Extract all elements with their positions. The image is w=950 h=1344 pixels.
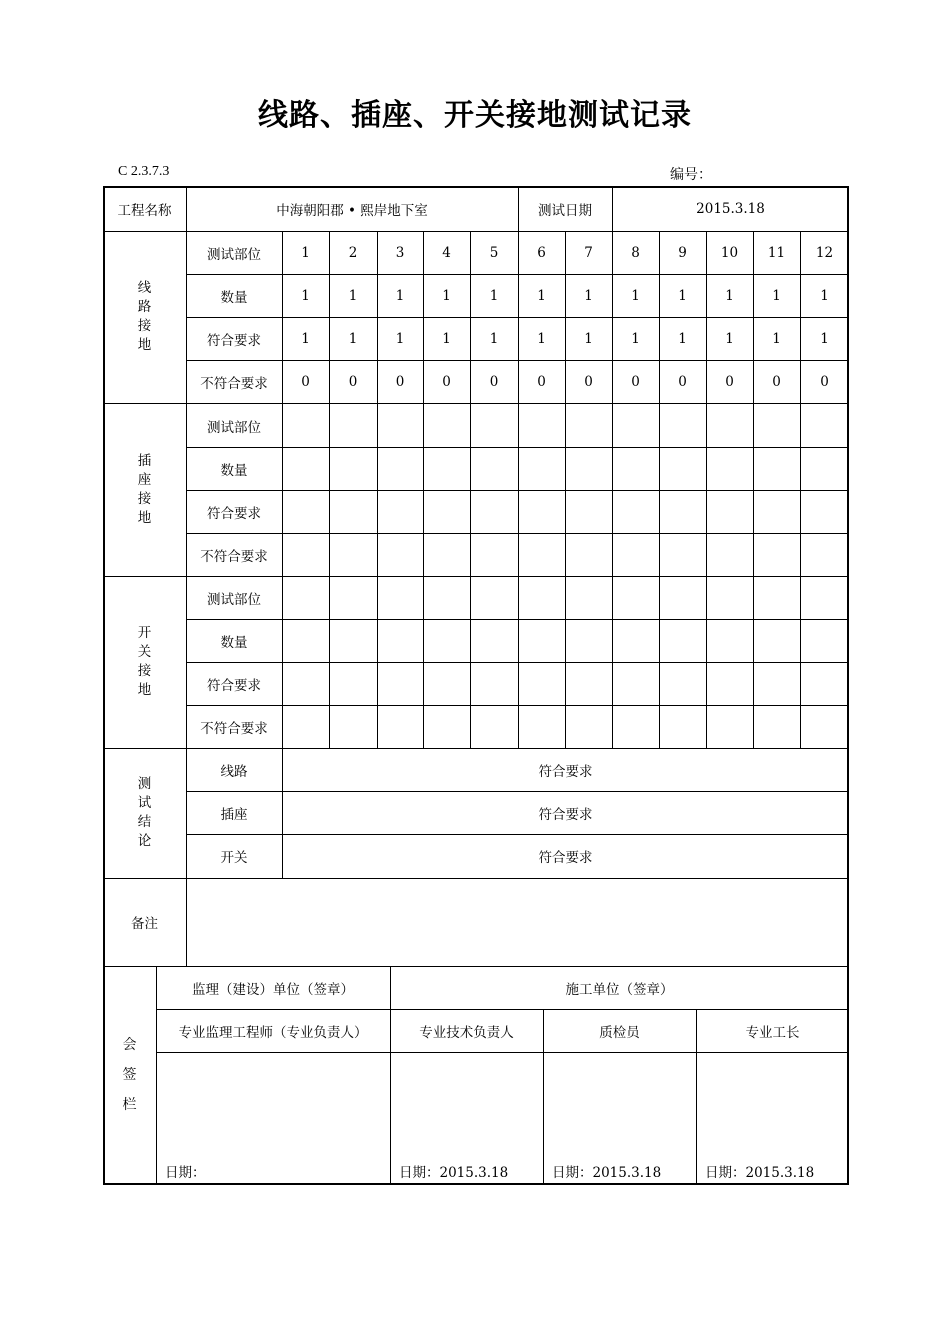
data-cell: 1 <box>489 330 499 347</box>
data-cell: 1 <box>348 330 358 347</box>
data-cell <box>470 576 518 619</box>
data-cell: 11 <box>767 244 786 261</box>
data-cell: 0 <box>489 373 499 390</box>
data-cell <box>329 533 377 576</box>
data-cell <box>282 662 329 705</box>
data-cell <box>659 662 706 705</box>
data-cell <box>518 533 565 576</box>
data-cell: 0 <box>442 373 451 390</box>
data-cell <box>282 619 329 662</box>
data-cell <box>659 447 706 490</box>
data-cell <box>753 662 800 705</box>
data-cell <box>377 705 423 748</box>
vertical-char: 关 <box>137 644 152 660</box>
data-cell <box>706 705 753 748</box>
data-cell <box>377 619 423 662</box>
vertical-char: 结 <box>137 814 152 830</box>
data-cell: 1 <box>631 287 640 304</box>
data-cell: 10 <box>720 244 739 261</box>
data-cell <box>800 705 849 748</box>
data-cell <box>800 404 849 447</box>
data-cell: 1 <box>678 287 687 304</box>
vertical-char: 线 <box>137 280 152 296</box>
data-cell: 0 <box>820 373 829 390</box>
signoff-role: 质检员 <box>599 1024 640 1041</box>
remarks-label: 备注 <box>131 916 158 932</box>
data-cell: 1 <box>772 287 781 304</box>
data-cell: 1 <box>301 330 310 347</box>
data-cell <box>423 576 470 619</box>
vertical-char: 签 <box>122 1067 137 1083</box>
signoff-date: 日期：2015.3.18 <box>705 1165 815 1181</box>
data-cell <box>470 447 518 490</box>
data-cell <box>706 662 753 705</box>
data-cell <box>753 533 800 576</box>
data-cell <box>470 490 518 533</box>
data-cell: 1 <box>442 287 451 304</box>
conclusion-row-value: 符合要求 <box>538 763 593 780</box>
data-cell <box>753 576 800 619</box>
serial-label: 编号： <box>670 167 712 183</box>
project-name-value: 中海朝阳郡 • 熙岸地下室 <box>276 202 428 219</box>
data-cell <box>612 619 659 662</box>
data-cell <box>282 533 329 576</box>
data-cell: 0 <box>584 373 593 390</box>
data-cell <box>706 619 753 662</box>
vertical-char: 开 <box>137 625 152 641</box>
data-cell <box>659 576 706 619</box>
data-cell <box>706 576 753 619</box>
record-table <box>103 186 849 1185</box>
data-cell <box>565 404 612 447</box>
data-cell: 0 <box>725 373 734 390</box>
data-cell: 0 <box>301 373 310 390</box>
vertical-char: 路 <box>137 299 152 315</box>
data-cell <box>800 619 849 662</box>
data-cell: 1 <box>584 287 593 304</box>
data-cell: 0 <box>772 373 781 390</box>
data-cell <box>659 705 706 748</box>
data-cell <box>800 576 849 619</box>
row-label: 数量 <box>220 289 248 306</box>
data-cell <box>329 705 377 748</box>
data-cell <box>329 447 377 490</box>
vertical-char: 地 <box>137 510 152 526</box>
data-cell <box>423 662 470 705</box>
data-cell: 1 <box>395 287 405 304</box>
data-cell <box>565 576 612 619</box>
data-cell: 1 <box>537 287 546 304</box>
data-cell <box>565 619 612 662</box>
data-cell <box>612 490 659 533</box>
data-cell <box>518 619 565 662</box>
vertical-char: 接 <box>137 318 152 334</box>
signoff-date: 日期：2015.3.18 <box>399 1165 509 1181</box>
data-cell <box>753 619 800 662</box>
data-cell <box>423 619 470 662</box>
signoff-date: 日期：2015.3.18 <box>552 1165 662 1181</box>
data-cell: 4 <box>442 244 451 261</box>
row-label: 符合要求 <box>207 505 261 522</box>
row-label: 不符合要求 <box>200 720 268 737</box>
signoff-role: 专业工长 <box>745 1024 800 1041</box>
signoff-name <box>103 966 156 1184</box>
data-cell: 1 <box>631 330 640 347</box>
data-cell <box>423 490 470 533</box>
grid-line <box>156 1052 849 1053</box>
vertical-char: 测 <box>137 776 152 792</box>
data-cell <box>659 404 706 447</box>
data-cell <box>753 490 800 533</box>
section-name <box>103 404 186 576</box>
data-cell <box>282 576 329 619</box>
project-name-label: 工程名称 <box>117 202 172 219</box>
data-cell: 1 <box>772 330 781 347</box>
row-label: 符合要求 <box>207 677 261 694</box>
data-cell <box>800 533 849 576</box>
data-cell: 2 <box>348 244 358 261</box>
data-cell <box>659 619 706 662</box>
data-cell <box>565 533 612 576</box>
row-label: 不符合要求 <box>200 375 268 392</box>
test-date-label: 测试日期 <box>538 202 592 219</box>
data-cell: 1 <box>820 287 829 304</box>
data-cell <box>470 619 518 662</box>
data-cell: 1 <box>301 244 310 261</box>
signoff-date: 日期： <box>165 1165 206 1181</box>
data-cell <box>423 533 470 576</box>
row-label: 测试部位 <box>207 591 261 608</box>
data-cell <box>518 447 565 490</box>
data-cell <box>565 662 612 705</box>
remarks-content <box>186 878 849 966</box>
contractor-unit-label: 施工单位（签章） <box>565 981 674 998</box>
data-cell <box>377 662 423 705</box>
supervisor-unit-label: 监理（建设）单位（签章） <box>192 981 354 998</box>
row-label: 测试部位 <box>207 419 261 436</box>
conclusion-row-label: 插座 <box>220 806 248 823</box>
data-cell <box>518 576 565 619</box>
data-cell: 12 <box>815 244 834 261</box>
data-cell <box>377 447 423 490</box>
section-name <box>103 231 186 403</box>
data-cell <box>518 705 565 748</box>
row-label: 测试部位 <box>207 246 261 263</box>
data-cell <box>706 533 753 576</box>
data-cell <box>377 404 423 447</box>
data-cell: 0 <box>631 373 640 390</box>
vertical-char: 地 <box>137 337 152 353</box>
page-title: 线路、插座、开关接地测试记录 <box>258 98 692 133</box>
data-cell <box>612 662 659 705</box>
data-cell <box>329 404 377 447</box>
data-cell <box>800 490 849 533</box>
data-cell: 3 <box>395 244 405 261</box>
data-cell <box>377 533 423 576</box>
data-cell: 7 <box>584 244 593 261</box>
data-cell: 1 <box>395 330 405 347</box>
vertical-char: 地 <box>137 682 152 698</box>
data-cell <box>282 447 329 490</box>
data-cell <box>470 662 518 705</box>
conclusion-name <box>103 748 186 878</box>
data-cell <box>518 490 565 533</box>
data-cell <box>612 404 659 447</box>
vertical-char: 栏 <box>122 1097 137 1113</box>
data-cell <box>612 576 659 619</box>
data-cell: 1 <box>537 330 546 347</box>
vertical-char: 接 <box>137 491 152 507</box>
data-cell <box>329 619 377 662</box>
data-cell <box>470 404 518 447</box>
data-cell <box>470 705 518 748</box>
data-cell: 1 <box>678 330 687 347</box>
data-cell <box>565 490 612 533</box>
data-cell <box>612 447 659 490</box>
data-cell: 0 <box>537 373 546 390</box>
data-cell <box>800 662 849 705</box>
data-cell <box>282 404 329 447</box>
signoff-role: 专业监理工程师（专业负责人） <box>178 1024 368 1041</box>
data-cell: 6 <box>537 244 546 261</box>
data-cell: 1 <box>725 330 734 347</box>
conclusion-row-label: 开关 <box>220 850 248 866</box>
data-cell <box>377 576 423 619</box>
section-name <box>103 576 186 748</box>
row-label: 数量 <box>220 462 248 479</box>
data-cell <box>329 490 377 533</box>
data-cell <box>612 705 659 748</box>
data-cell <box>282 490 329 533</box>
data-cell <box>423 404 470 447</box>
data-cell: 1 <box>820 330 829 347</box>
vertical-char: 座 <box>137 472 152 488</box>
data-cell: 8 <box>631 244 640 261</box>
data-cell: 9 <box>678 244 687 261</box>
data-cell <box>282 705 329 748</box>
conclusion-row-label: 线路 <box>220 763 248 780</box>
data-cell <box>753 447 800 490</box>
row-label: 符合要求 <box>207 332 261 349</box>
data-cell: 1 <box>725 287 734 304</box>
data-cell: 1 <box>584 330 593 347</box>
data-cell <box>329 576 377 619</box>
data-cell: 0 <box>348 373 358 390</box>
row-label: 不符合要求 <box>200 548 268 565</box>
test-date-value: 2015.3.18 <box>696 200 765 217</box>
data-cell <box>423 447 470 490</box>
form-code: C 2.3.7.3 <box>118 164 170 179</box>
data-cell <box>565 705 612 748</box>
data-cell <box>659 533 706 576</box>
data-cell: 0 <box>678 373 687 390</box>
data-cell: 1 <box>442 330 451 347</box>
data-cell <box>706 447 753 490</box>
signoff-role: 专业技术负责人 <box>419 1024 514 1041</box>
vertical-char: 插 <box>137 453 152 469</box>
conclusion-row-value: 符合要求 <box>538 806 593 823</box>
data-cell: 1 <box>301 287 310 304</box>
data-cell: 1 <box>489 287 499 304</box>
vertical-char: 试 <box>137 795 152 811</box>
data-cell <box>706 404 753 447</box>
vertical-char: 会 <box>122 1037 137 1053</box>
data-cell <box>706 490 753 533</box>
data-cell <box>470 533 518 576</box>
vertical-char: 论 <box>137 833 152 849</box>
data-cell <box>800 447 849 490</box>
data-cell: 1 <box>348 287 358 304</box>
data-cell <box>518 404 565 447</box>
data-cell <box>565 447 612 490</box>
data-cell <box>377 490 423 533</box>
conclusion-row-value: 符合要求 <box>538 850 593 866</box>
data-cell <box>329 662 377 705</box>
data-cell: 5 <box>489 244 499 261</box>
data-cell <box>518 662 565 705</box>
vertical-char: 接 <box>137 663 152 679</box>
data-cell <box>753 404 800 447</box>
data-cell <box>423 705 470 748</box>
data-cell <box>659 490 706 533</box>
data-cell <box>753 705 800 748</box>
data-cell: 0 <box>395 373 405 390</box>
row-label: 数量 <box>220 634 248 651</box>
data-cell <box>612 533 659 576</box>
